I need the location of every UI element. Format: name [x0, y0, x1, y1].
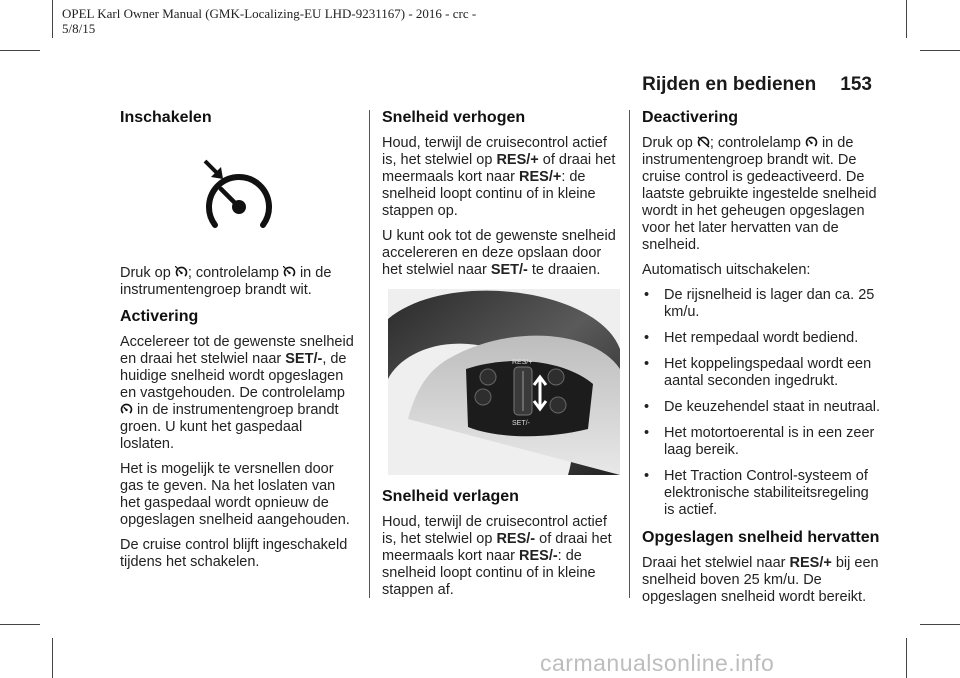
running-head [642, 74, 872, 96]
cruise-control-icon [805, 136, 818, 148]
steering-wheel-controls-figure [388, 289, 620, 475]
print-metadata-line2: 5/8/15 [62, 21, 96, 36]
heading-activering: Activering [120, 308, 199, 325]
list-item: • De rijsnelheid is lager dan ca. 25 km/u. [642, 287, 882, 321]
paragraph: Accelereer tot de gewenste snelheid en draai het stelwiel naar SET/-, de huidige snelheid wordt opgeslagen en vastgehouden. De controlelamp in de instrumentengroep brandt groen. U kunt het gaspedaal loslaten. [120, 334, 354, 452]
column-2 [382, 108, 620, 607]
list-item: • Het Traction Control-systeem of elektronische stabiliteitsregeling is actief. [642, 468, 882, 519]
paragraph: U kunt ook tot de gewenste snelheid accelereren en deze opslaan door het stelwiel naar SET/- te draaien. [382, 228, 616, 278]
paragraph: Automatisch uitschakelen: [642, 262, 811, 278]
paragraph: Draai het stelwiel naar RES/+ bij een snelheid boven 25 km/u. De opgeslagen snelheid wordt bereikt. [642, 555, 879, 605]
paragraph: Druk op ; controlelamp in de instrumentengroep brandt wit. [120, 265, 332, 298]
list-item: • Het koppelingspedaal wordt een aantal seconden ingedrukt. [642, 356, 882, 390]
auto-off-list [642, 287, 882, 519]
cruise-control-icon [197, 155, 281, 245]
crop-mark [920, 624, 960, 625]
res-plus-label: RES/+ [512, 359, 533, 366]
paragraph: Houd, terwijl de cruisecontrol actief is, het stelwiel op RES/+ of draai het meermaals kort naar RES/+: de snelheid loopt continu of in kleine stappen op. [382, 135, 616, 219]
heading-snelheid-verhogen: Snelheid verhogen [382, 109, 526, 126]
column-3 [642, 108, 882, 614]
list-item: • Het motortoerental is in een zeer laag bereik. [642, 425, 882, 459]
watermark: carmanualsonline.info [540, 650, 775, 676]
cruise-control-icon [175, 266, 188, 278]
paragraph: Het is mogelijk te versnellen door gas te geven. Na het loslaten van het gaspedaal wordt opnieuw de opgeslagen snelheid aangehouden. [120, 461, 350, 528]
column-1 [120, 108, 358, 579]
crop-mark [920, 50, 960, 51]
column-divider [629, 110, 630, 598]
column-divider [369, 110, 370, 598]
crop-mark [906, 0, 907, 38]
heading-inschakelen: Inschakelen [120, 109, 212, 126]
crop-mark [906, 638, 907, 678]
paragraph: De cruise control blijft ingeschakeld tijdens het schakelen. [120, 537, 348, 570]
cruise-control-off-icon [697, 136, 710, 148]
section-title: Rijden en bedienen [642, 74, 817, 95]
steering-wheel-image [388, 289, 620, 475]
heading-snelheid-verlagen: Snelheid verlagen [382, 488, 519, 505]
list-item: • Het rempedaal wordt bediend. [642, 330, 882, 347]
cruise-control-icon [120, 403, 133, 415]
page-number: 153 [840, 74, 872, 95]
cruise-control-icon [283, 266, 296, 278]
print-metadata [62, 6, 476, 36]
paragraph: Druk op ; controlelamp in de instrumentengroep brandt wit. De cruise control is gedeactiveerd. De laatste gebruikte ingestelde snelheid wordt in het geheugen opgeslagen voor het later hervatten van de snelheid. [642, 135, 877, 253]
cruise-control-symbol-figure [120, 135, 358, 265]
set-minus-label: SET/- [512, 420, 530, 427]
print-metadata-line1: OPEL Karl Owner Manual (GMK-Localizing-EU LHD-9231167) - 2016 - crc - [62, 6, 477, 21]
list-item: • De keuzehendel staat in neutraal. [642, 399, 882, 416]
crop-mark [52, 0, 53, 38]
heading-opgeslagen-snelheid-hervatten: Opgeslagen snelheid hervatten [642, 529, 880, 546]
heading-deactivering: Deactivering [642, 109, 739, 126]
crop-mark [0, 624, 40, 625]
crop-mark [0, 50, 40, 51]
crop-mark [52, 638, 53, 678]
paragraph: Houd, terwijl de cruisecontrol actief is, het stelwiel op RES/- of draai het meermaals kort naar RES/-: de snelheid loopt continu of in kleine stappen af. [382, 514, 612, 598]
